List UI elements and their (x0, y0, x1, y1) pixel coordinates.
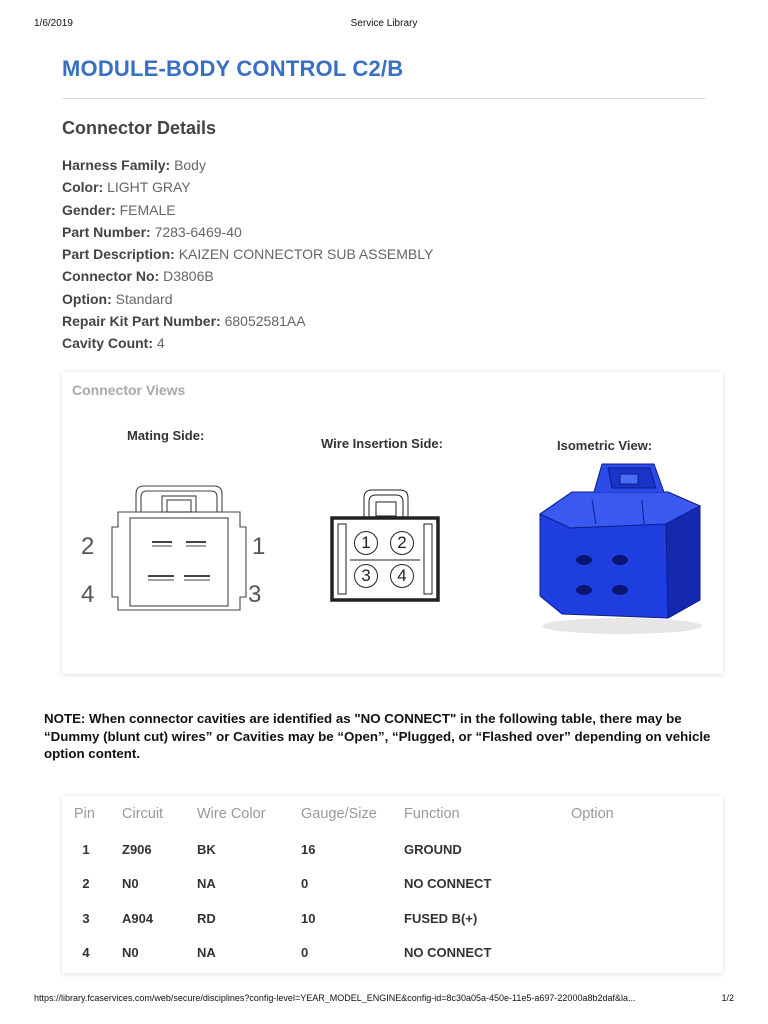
mating-pin-label: 4 (81, 581, 95, 608)
cell-option (559, 832, 723, 867)
detail-option (62, 288, 433, 310)
detail-cavity-count (62, 332, 433, 354)
header-pin: Pin (74, 806, 95, 822)
cell-circuit: N0 (122, 945, 139, 961)
detail-label: Option: (62, 290, 112, 307)
cell-function: GROUND (404, 841, 462, 857)
cell-circuit: A904 (122, 910, 154, 926)
detail-part-number (62, 221, 433, 243)
detail-label: Color: (62, 179, 104, 196)
cell-wire-color: BK (197, 841, 216, 857)
cell-option (559, 867, 723, 902)
mating-pin-label: 2 (81, 533, 95, 560)
cell-pin: 3 (82, 910, 90, 926)
connector-views-card (62, 372, 723, 674)
mating-side-diagram (74, 472, 274, 622)
mating-pin-label: 3 (248, 581, 262, 608)
wire-pin-1: 1 (354, 531, 378, 555)
cell-pin: 1 (82, 841, 90, 857)
pin-table-card (62, 796, 723, 973)
detail-repair-kit (62, 310, 433, 332)
print-page-number: 1/2 (721, 993, 734, 1003)
cell-gauge: 10 (301, 910, 316, 926)
cell-function: NO CONNECT (404, 876, 492, 892)
header-circuit: Circuit (122, 806, 164, 822)
cell-function: FUSED B(+) (404, 910, 478, 926)
header-gauge: Gauge/Size (301, 806, 377, 822)
wire-insertion-side-label: Wire Insertion Side: (321, 436, 443, 451)
print-library-title: Service Library (350, 18, 418, 29)
cell-circuit: N0 (122, 876, 139, 892)
detail-value: 4 (156, 335, 165, 352)
mating-side-label: Mating Side: (127, 428, 205, 443)
detail-value: Body (174, 157, 206, 173)
pin-table-header-row (62, 796, 723, 832)
cell-function: NO CONNECT (404, 945, 492, 961)
cell-wire-color: NA (197, 945, 216, 961)
detail-connector-no (62, 265, 433, 287)
cell-option (559, 901, 723, 936)
detail-value: 68052581AA (224, 313, 306, 330)
mating-pin-label: 1 (252, 533, 266, 560)
detail-label: Part Description: (62, 246, 175, 263)
detail-gender (62, 199, 433, 221)
cell-pin: 4 (82, 945, 90, 961)
cell-gauge: 0 (301, 945, 309, 961)
isometric-view-label: Isometric View: (557, 438, 653, 453)
header-option: Option (571, 806, 614, 822)
detail-value: D3806B (163, 268, 214, 285)
title-divider (62, 98, 706, 99)
detail-label: Connector No: (62, 268, 160, 285)
detail-value: FEMALE (119, 201, 176, 218)
cell-wire-color: NA (197, 876, 216, 892)
table-row (62, 901, 723, 936)
detail-harness-family (62, 154, 433, 176)
page-title: MODULE-BODY CONTROL C2/B (62, 56, 404, 81)
connector-details-list (62, 154, 433, 355)
connector-views-title: Connector Views (72, 382, 186, 398)
table-row (62, 936, 723, 971)
no-connect-note: NOTE: When connector cavities are identified as "NO CONNECT" in the following table, there may be “Dummy (blunt cut) wires” or Cavities may be “Open”, “Plugged, or “Flashed over” depending on vehicle option content. (44, 711, 711, 762)
detail-color (62, 176, 433, 198)
print-date: 1/6/2019 (34, 18, 73, 29)
detail-label: Harness Family: (62, 157, 171, 173)
cell-wire-color: RD (197, 910, 216, 926)
cell-gauge: 16 (301, 841, 316, 857)
detail-label: Repair Kit Part Number: (62, 313, 221, 330)
wire-pin-3: 3 (354, 564, 378, 588)
detail-value: LIGHT GRAY (107, 179, 191, 196)
cell-pin: 2 (82, 876, 90, 892)
wire-pin-2: 2 (390, 531, 414, 555)
pin-table (62, 796, 723, 970)
detail-value: KAIZEN CONNECTOR SUB ASSEMBLY (178, 246, 434, 263)
detail-label: Cavity Count: (62, 335, 153, 352)
detail-label: Part Number: (62, 223, 151, 240)
cell-option (559, 936, 723, 971)
detail-part-description (62, 243, 433, 265)
table-row (62, 832, 723, 867)
detail-value: 7283-6469-40 (154, 223, 242, 240)
table-row (62, 867, 723, 902)
isometric-view-diagram (532, 458, 708, 638)
wire-insertion-side-diagram (324, 484, 448, 606)
wire-pin-4: 4 (390, 564, 414, 588)
cell-gauge: 0 (301, 876, 309, 892)
header-function: Function (404, 806, 460, 822)
detail-label: Gender: (62, 201, 116, 218)
header-wire-color: Wire Color (197, 806, 266, 822)
connector-details-heading: Connector Details (62, 118, 217, 138)
print-url: https://library.fcaservices.com/web/secure/disciplines?config-level=YEAR_MODEL_ENGINE&config-id=8c30a05a-450e-11e5-a697-22000a8b2daf&la... (34, 993, 636, 1003)
cell-circuit: Z906 (122, 841, 152, 857)
detail-value: Standard (115, 290, 173, 307)
